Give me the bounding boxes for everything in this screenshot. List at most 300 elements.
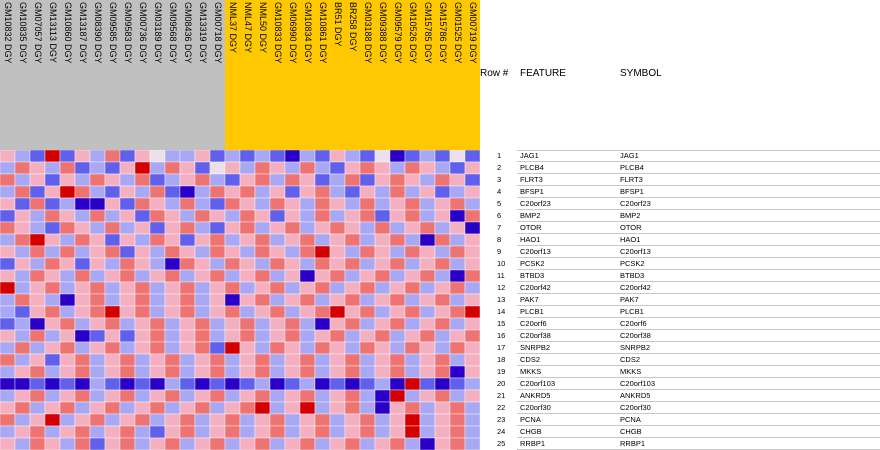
heatmap-cell xyxy=(135,318,150,330)
heatmap-cell xyxy=(315,210,330,222)
heatmap-cell xyxy=(45,378,60,390)
heatmap-cell xyxy=(375,234,390,246)
heatmap-cell xyxy=(60,258,75,270)
heatmap-cell xyxy=(285,246,300,258)
table-row xyxy=(480,330,880,342)
heatmap-cell xyxy=(240,282,255,294)
heatmap-cell xyxy=(225,318,240,330)
heatmap-cell xyxy=(15,318,30,330)
heatmap-cell xyxy=(330,306,345,318)
heatmap-cell xyxy=(345,150,360,162)
heatmap-cell xyxy=(225,234,240,246)
heatmap-cell xyxy=(405,402,420,414)
heatmap-cell xyxy=(15,186,30,198)
heatmap-cell xyxy=(360,378,375,390)
row-number-header: Row # xyxy=(480,68,509,79)
heatmap-cell xyxy=(255,234,270,246)
heatmap-cell xyxy=(420,222,435,234)
table-row xyxy=(480,210,880,222)
heatmap-cell xyxy=(225,282,240,294)
heatmap-cell xyxy=(180,198,195,210)
heatmap-cell xyxy=(90,258,105,270)
heatmap-cell xyxy=(240,246,255,258)
column-header xyxy=(450,0,465,150)
heatmap-cell xyxy=(210,222,225,234)
heatmap-cell xyxy=(135,438,150,450)
heatmap-cell xyxy=(285,150,300,162)
gene-symbol: ANKRD5 xyxy=(620,391,651,400)
heatmap-cell xyxy=(285,378,300,390)
heatmap-cell xyxy=(195,174,210,186)
column-header xyxy=(105,0,120,150)
heatmap-cell xyxy=(210,210,225,222)
heatmap-cell xyxy=(435,258,450,270)
heatmap-cell xyxy=(435,162,450,174)
heatmap-cell xyxy=(345,414,360,426)
heatmap-cell xyxy=(210,438,225,450)
table-row xyxy=(480,234,880,246)
heatmap-cell xyxy=(120,150,135,162)
heatmap-cell xyxy=(465,390,480,402)
column-header xyxy=(330,0,345,150)
table-row xyxy=(480,378,880,390)
heatmap-cell xyxy=(345,210,360,222)
heatmap-cell xyxy=(315,366,330,378)
heatmap-cell xyxy=(255,354,270,366)
column-label: GM10834 DGY xyxy=(303,2,313,64)
table-headers xyxy=(480,68,880,82)
heatmap-cell xyxy=(195,306,210,318)
heatmap-cell xyxy=(210,150,225,162)
heatmap-cell xyxy=(285,210,300,222)
heatmap-cell xyxy=(120,294,135,306)
heatmap-cell xyxy=(135,378,150,390)
column-label: BR258 DGY xyxy=(348,2,358,52)
heatmap-cell xyxy=(195,282,210,294)
heatmap-cell xyxy=(270,390,285,402)
heatmap-cell xyxy=(150,210,165,222)
heatmap-cell xyxy=(75,354,90,366)
heatmap-cell xyxy=(75,366,90,378)
heatmap-cell xyxy=(345,438,360,450)
heatmap-cell xyxy=(120,174,135,186)
heatmap-cell xyxy=(390,222,405,234)
heatmap-cell xyxy=(150,246,165,258)
heatmap-cell xyxy=(0,390,15,402)
heatmap-cell xyxy=(255,270,270,282)
heatmap-cell xyxy=(210,258,225,270)
row-number: 21 xyxy=(497,391,506,400)
heatmap-cell xyxy=(360,150,375,162)
heatmap-cell xyxy=(285,342,300,354)
heatmap-cell xyxy=(450,342,465,354)
heatmap-cell xyxy=(240,354,255,366)
heatmap-cell xyxy=(90,354,105,366)
heatmap-cell xyxy=(270,186,285,198)
heatmap-cell xyxy=(135,414,150,426)
heatmap-cell xyxy=(270,294,285,306)
symbol-header: SYMBOL xyxy=(620,68,662,79)
heatmap-cell xyxy=(360,306,375,318)
heatmap-cell xyxy=(450,426,465,438)
heatmap-cell xyxy=(450,378,465,390)
heatmap-cell xyxy=(120,390,135,402)
column-header xyxy=(30,0,45,150)
heatmap-cell xyxy=(405,330,420,342)
gene-symbol: C20orf13 xyxy=(620,247,651,256)
heatmap-cell xyxy=(240,402,255,414)
heatmap-cell xyxy=(420,426,435,438)
heatmap-cell xyxy=(210,354,225,366)
heatmap-cell xyxy=(345,306,360,318)
heatmap-cell xyxy=(150,378,165,390)
heatmap-cell xyxy=(315,270,330,282)
heatmap-cell xyxy=(0,294,15,306)
column-label: GM00719 DGY xyxy=(468,2,478,64)
heatmap-cell xyxy=(60,342,75,354)
heatmap-cell xyxy=(270,414,285,426)
heatmap-cell xyxy=(330,234,345,246)
heatmap-cell xyxy=(45,210,60,222)
heatmap-cell xyxy=(240,342,255,354)
column-header xyxy=(465,0,480,150)
table-row xyxy=(480,414,880,426)
heatmap-cell xyxy=(165,438,180,450)
heatmap-cell xyxy=(435,222,450,234)
heatmap-cell xyxy=(240,330,255,342)
heatmap-cell xyxy=(330,378,345,390)
heatmap-cell xyxy=(135,390,150,402)
heatmap-cell xyxy=(465,162,480,174)
heatmap-cell xyxy=(0,402,15,414)
heatmap-cell xyxy=(375,150,390,162)
heatmap-cell xyxy=(255,186,270,198)
heatmap-cell xyxy=(30,330,45,342)
heatmap-cell xyxy=(15,282,30,294)
gene-symbol: PCSK2 xyxy=(620,259,645,268)
heatmap-cell xyxy=(435,342,450,354)
heatmap-cell xyxy=(75,174,90,186)
feature-name: BMP2 xyxy=(520,211,541,220)
heatmap-cell xyxy=(450,294,465,306)
heatmap-cell xyxy=(450,234,465,246)
heatmap-cell xyxy=(240,222,255,234)
heatmap-cell xyxy=(75,198,90,210)
heatmap-cell xyxy=(30,198,45,210)
heatmap-cell xyxy=(345,366,360,378)
heatmap-cell xyxy=(315,402,330,414)
heatmap-cell xyxy=(180,210,195,222)
heatmap-cell xyxy=(30,426,45,438)
heatmap-cell xyxy=(300,426,315,438)
heatmap-cell xyxy=(405,390,420,402)
heatmap-cell xyxy=(135,342,150,354)
heatmap-cell xyxy=(180,318,195,330)
gene-symbol: SNRPB2 xyxy=(620,343,651,352)
column-header xyxy=(15,0,30,150)
heatmap-cell xyxy=(345,234,360,246)
heatmap-cell xyxy=(300,306,315,318)
heatmap-cell xyxy=(45,150,60,162)
heatmap-cell xyxy=(135,270,150,282)
heatmap-cell xyxy=(90,234,105,246)
heatmap-cell xyxy=(405,342,420,354)
heatmap-cell xyxy=(240,426,255,438)
column-label: GM10833 DGY xyxy=(273,2,283,64)
heatmap-cell xyxy=(75,210,90,222)
heatmap-cell xyxy=(0,282,15,294)
heatmap-cell xyxy=(270,342,285,354)
heatmap-cell xyxy=(345,222,360,234)
heatmap-cell xyxy=(255,306,270,318)
heatmap-cell xyxy=(150,234,165,246)
heatmap-cell xyxy=(180,402,195,414)
heatmap-cell xyxy=(30,354,45,366)
heatmap-cell xyxy=(105,414,120,426)
heatmap-cell xyxy=(465,318,480,330)
heatmap-cell xyxy=(285,438,300,450)
heatmap-cell xyxy=(345,390,360,402)
heatmap-cell xyxy=(15,390,30,402)
heatmap-cell xyxy=(315,390,330,402)
heatmap-cell xyxy=(390,426,405,438)
heatmap-cell xyxy=(450,162,465,174)
heatmap-cell xyxy=(120,366,135,378)
heatmap-cell xyxy=(225,438,240,450)
heatmap-cell xyxy=(225,306,240,318)
heatmap-cell xyxy=(360,414,375,426)
heatmap-cell xyxy=(420,162,435,174)
heatmap-cell xyxy=(15,246,30,258)
column-header xyxy=(255,0,270,150)
heatmap-cell xyxy=(240,378,255,390)
feature-name: ANKRD5 xyxy=(520,391,551,400)
heatmap-cell xyxy=(240,162,255,174)
heatmap-cell xyxy=(180,438,195,450)
heatmap-cell xyxy=(360,366,375,378)
row-number: 20 xyxy=(497,379,506,388)
heatmap-cell xyxy=(330,366,345,378)
heatmap-cell xyxy=(165,150,180,162)
heatmap-cell xyxy=(345,246,360,258)
gene-symbol: C20orf103 xyxy=(620,379,656,388)
heatmap-cell xyxy=(195,402,210,414)
heatmap-cell xyxy=(375,222,390,234)
table-row xyxy=(480,162,880,174)
heatmap-cell xyxy=(120,210,135,222)
row-number: 25 xyxy=(497,439,506,448)
row-number: 2 xyxy=(497,163,502,172)
heatmap-cell xyxy=(435,318,450,330)
heatmap-cell xyxy=(105,150,120,162)
table-row xyxy=(480,186,880,198)
heatmap-cell xyxy=(105,234,120,246)
heatmap-cell xyxy=(330,318,345,330)
heatmap-cell xyxy=(180,150,195,162)
heatmap-cell xyxy=(0,378,15,390)
row-number: 13 xyxy=(497,295,506,304)
feature-name: SNRPB2 xyxy=(520,343,551,352)
heatmap-cell xyxy=(30,246,45,258)
heatmap-cell xyxy=(120,426,135,438)
heatmap-cell xyxy=(465,294,480,306)
table-row xyxy=(480,174,880,186)
heatmap-grid xyxy=(0,150,480,450)
heatmap-cell xyxy=(60,390,75,402)
heatmap-cell xyxy=(315,222,330,234)
heatmap-cell xyxy=(375,294,390,306)
heatmap-cell xyxy=(390,378,405,390)
column-header xyxy=(345,0,360,150)
heatmap-cell xyxy=(225,390,240,402)
heatmap-cell xyxy=(180,246,195,258)
column-header xyxy=(435,0,450,150)
heatmap-cell xyxy=(255,378,270,390)
heatmap-cell xyxy=(315,246,330,258)
feature-name: CHGB xyxy=(520,427,542,436)
heatmap-cell xyxy=(105,306,120,318)
column-header xyxy=(360,0,375,150)
heatmap-cell xyxy=(405,378,420,390)
column-label: GM09568 DGY xyxy=(168,2,178,64)
column-label: NML37 DGY xyxy=(228,2,238,54)
column-header xyxy=(375,0,390,150)
heatmap-cell xyxy=(465,150,480,162)
gene-symbol: C20orf38 xyxy=(620,331,651,340)
heatmap-cell xyxy=(240,414,255,426)
gene-symbol: FLRT3 xyxy=(620,175,643,184)
heatmap-cell xyxy=(105,270,120,282)
feature-name: MKKS xyxy=(520,367,542,376)
heatmap-cell xyxy=(0,162,15,174)
heatmap-cell xyxy=(105,342,120,354)
row-number: 16 xyxy=(497,331,506,340)
heatmap-cell xyxy=(45,270,60,282)
heatmap-cell xyxy=(150,366,165,378)
heatmap-cell xyxy=(150,438,165,450)
heatmap-cell xyxy=(75,270,90,282)
heatmap-cell xyxy=(30,150,45,162)
heatmap-cell xyxy=(465,342,480,354)
heatmap-cell xyxy=(300,294,315,306)
heatmap-cell xyxy=(210,270,225,282)
heatmap-cell xyxy=(435,426,450,438)
heatmap-cell xyxy=(270,438,285,450)
heatmap-cell xyxy=(90,378,105,390)
heatmap-cell xyxy=(195,330,210,342)
heatmap-cell xyxy=(195,366,210,378)
heatmap-cell xyxy=(120,222,135,234)
column-header xyxy=(60,0,75,150)
heatmap-cell xyxy=(180,174,195,186)
heatmap-cell xyxy=(15,294,30,306)
heatmap-cell xyxy=(330,150,345,162)
heatmap-cell xyxy=(315,414,330,426)
heatmap-cell xyxy=(30,318,45,330)
heatmap-cell xyxy=(375,426,390,438)
heatmap-cell xyxy=(120,282,135,294)
heatmap-cell xyxy=(15,342,30,354)
heatmap-cell xyxy=(405,306,420,318)
heatmap-cell xyxy=(390,414,405,426)
heatmap-cell xyxy=(300,330,315,342)
heatmap-cell xyxy=(0,270,15,282)
heatmap-cell xyxy=(465,402,480,414)
heatmap-cell xyxy=(15,354,30,366)
heatmap-cell xyxy=(240,150,255,162)
heatmap-cell xyxy=(0,234,15,246)
heatmap-cell xyxy=(300,354,315,366)
feature-name: C20orf30 xyxy=(520,403,551,412)
heatmap-cell xyxy=(450,306,465,318)
heatmap-cell xyxy=(210,402,225,414)
heatmap-cell xyxy=(375,438,390,450)
heatmap-cell xyxy=(420,354,435,366)
heatmap-cell xyxy=(270,162,285,174)
heatmap-cell xyxy=(270,246,285,258)
column-label: GM13319 DGY xyxy=(198,2,208,64)
heatmap-cell xyxy=(255,438,270,450)
heatmap-cell xyxy=(390,318,405,330)
heatmap-cell xyxy=(435,366,450,378)
heatmap-cell xyxy=(180,294,195,306)
heatmap-cell xyxy=(180,426,195,438)
heatmap-cell xyxy=(315,426,330,438)
row-number: 8 xyxy=(497,235,502,244)
column-label: NML50 DGY xyxy=(258,2,268,54)
heatmap-cell xyxy=(255,402,270,414)
heatmap-cell xyxy=(465,426,480,438)
heatmap-cell xyxy=(150,402,165,414)
heatmap-cell xyxy=(405,294,420,306)
heatmap-cell xyxy=(285,318,300,330)
table-row xyxy=(480,438,880,450)
heatmap-cell xyxy=(90,246,105,258)
heatmap-cell xyxy=(405,438,420,450)
heatmap-cell xyxy=(375,258,390,270)
table-row xyxy=(480,198,880,210)
heatmap-cell xyxy=(105,426,120,438)
heatmap-cell xyxy=(45,318,60,330)
column-header xyxy=(90,0,105,150)
heatmap-cell xyxy=(195,210,210,222)
heatmap-cell xyxy=(255,210,270,222)
heatmap-cell xyxy=(270,258,285,270)
gene-symbol: C20orf23 xyxy=(620,199,651,208)
heatmap-cell xyxy=(465,438,480,450)
heatmap-cell xyxy=(360,186,375,198)
heatmap-cell xyxy=(15,426,30,438)
heatmap-cell xyxy=(75,258,90,270)
row-number: 10 xyxy=(497,259,506,268)
heatmap-cell xyxy=(300,246,315,258)
heatmap-cell xyxy=(45,246,60,258)
heatmap-cell xyxy=(435,402,450,414)
heatmap-cell xyxy=(315,294,330,306)
heatmap-cell xyxy=(60,366,75,378)
heatmap-cell xyxy=(360,438,375,450)
heatmap-cell xyxy=(360,426,375,438)
heatmap-cell xyxy=(300,222,315,234)
heatmap-cell xyxy=(165,234,180,246)
heatmap-cell xyxy=(135,198,150,210)
heatmap-cell xyxy=(90,270,105,282)
heatmap-cell xyxy=(255,426,270,438)
gene-symbol: C20orf6 xyxy=(620,319,647,328)
heatmap-cell xyxy=(375,330,390,342)
heatmap-cell xyxy=(435,150,450,162)
heatmap-cell xyxy=(135,222,150,234)
